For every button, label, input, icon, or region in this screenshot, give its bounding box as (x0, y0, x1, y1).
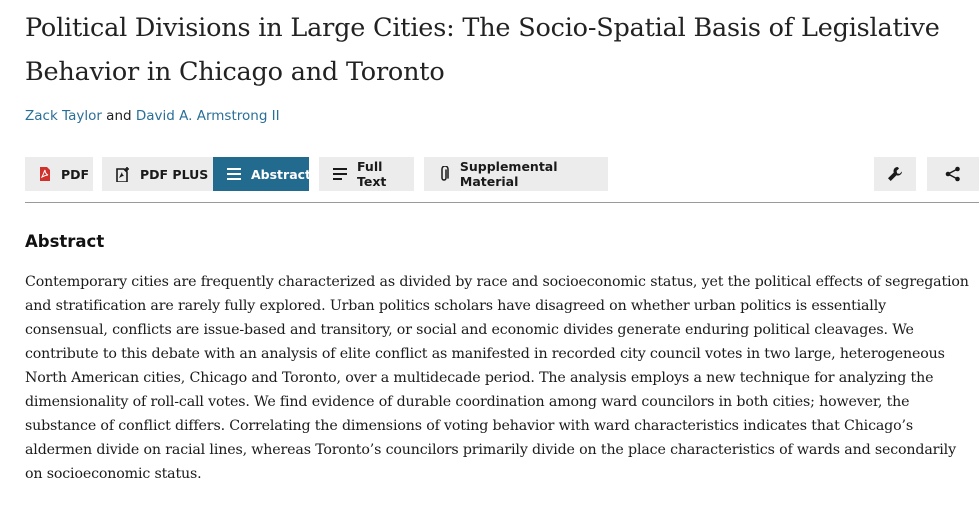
author-separator: and (101, 108, 136, 124)
tools-button[interactable] (874, 157, 916, 191)
share-icon (945, 166, 961, 182)
pdf-button-label: PDF (61, 166, 90, 182)
author-link-armstrong[interactable]: David A. Armstrong II (135, 108, 280, 124)
paperclip-icon (438, 166, 450, 182)
abstract-heading: Abstract (25, 232, 105, 251)
full-text-button[interactable] (319, 157, 414, 191)
pdf-plus-icon (116, 166, 130, 182)
full-text-button-label: Full Text (357, 159, 387, 189)
section-divider (25, 202, 979, 203)
pdf-plus-button-label: PDF PLUS (140, 166, 209, 182)
article-title: Political Divisions in Large Cities: The Socio-Spatial Basis of Legislative Behavior in Chicago and Toronto (25, 13, 940, 87)
abstract-button[interactable] (213, 157, 312, 191)
abstract-button-label: Abstract (251, 166, 312, 182)
abstract-text: Contemporary cities are frequently characterized as divided by race and socioeconomic status, yet the political effects of segregation and stratification are rarely fully explored. Urban politics scholars have disagreed on whether urban politics is essentially consensual, conflicts are issue-based and transitory, or social and economic divides generate enduring political cleavages. We contribute to this debate with an analysis of elite conflict as manifested in recorded city council votes in two large, heterogeneous North American cities, Chicago and Toronto, over a multidecade period. The analysis employs a new technique for analyzing the dimensionality of roll-call votes. We find evidence of durable coordination among ward councilors in both cities; however, the substance of conflict differs. Correlating the dimensions of voting behavior with ward characteristics indicates that Chicago’s aldermen divide on racial lines, whereas Toronto’s councilors primarily divide on the place characteristics of wards and secondarily on socioeconomic status. (25, 274, 969, 482)
pdf-button[interactable] (25, 157, 93, 191)
wrench-icon (887, 166, 903, 182)
author-link-taylor[interactable]: Zack Taylor (25, 108, 102, 124)
list-icon (227, 166, 241, 182)
pdf-icon (39, 166, 51, 182)
article-toolbar (25, 157, 979, 191)
author-list (25, 108, 280, 124)
lines-icon (333, 166, 347, 182)
pdf-plus-button[interactable] (102, 157, 229, 191)
supplemental-material-button[interactable] (424, 157, 608, 191)
supplemental-material-button-label: Supplemental Material (459, 159, 558, 189)
share-button[interactable] (927, 157, 979, 191)
